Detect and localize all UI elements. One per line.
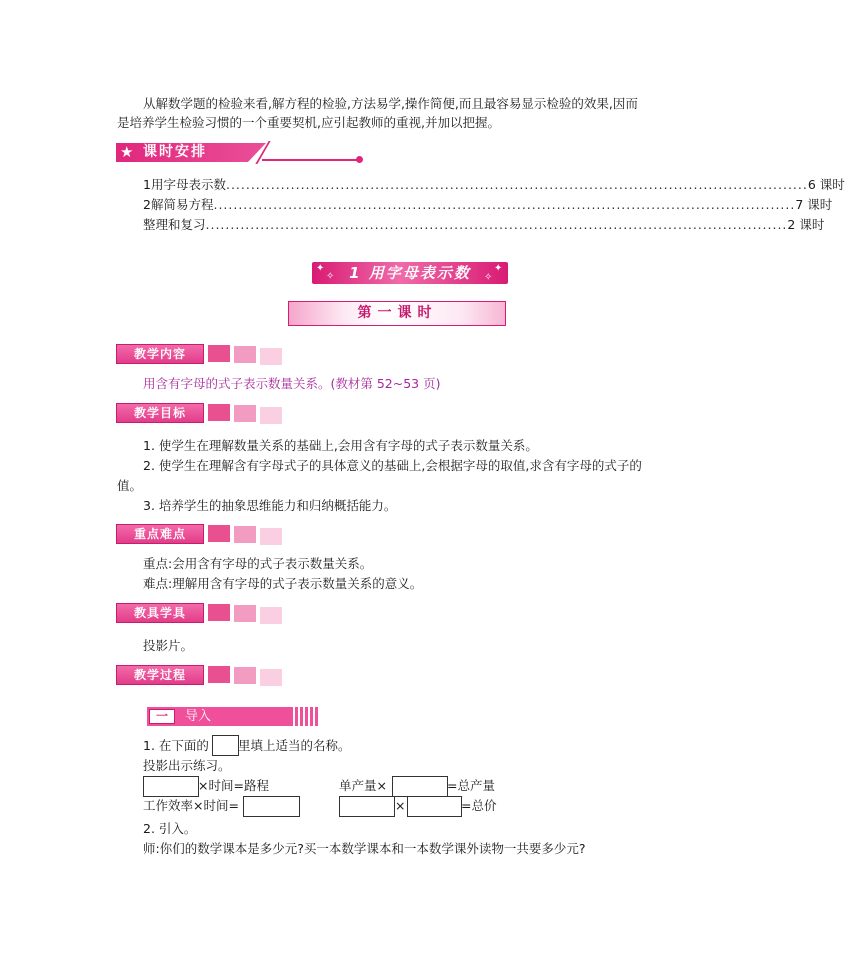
content-text: 用含有字母的式子表示数量关系。(教材第 52~53 页) [143,376,441,391]
schedule-heading: 课时安排 [143,144,207,160]
tag-square-decoration [234,346,256,363]
goal-item: 2. 使学生在理解含有字母式子的具体意义的基础上,会根据字母的取值,求含有字母的式子的 [143,458,642,473]
tag-square-decoration [260,407,282,424]
tag-square-decoration [208,345,230,362]
sparkle-icon: ✦ [494,263,503,274]
sparkle-icon: ✧ [484,272,493,283]
process-tag: 教学过程 [116,665,204,685]
tag-square-decoration [260,607,282,624]
schedule-row-number: 2 [143,197,151,212]
blank-box[interactable] [339,796,395,817]
section-title: 1 用字母表示数 [349,264,471,282]
tag-square-decoration [260,669,282,686]
key-point-focus: 重点:会用含有字母的式子表示数量关系。 [143,556,373,571]
part-heading-stripes [290,707,320,726]
schedule-row [143,216,825,234]
tag-square-decoration [234,605,256,622]
blank-box[interactable] [407,796,462,817]
key-points-tag: 重点难点 [116,524,204,544]
step2-text: 2. 引入。 [143,821,197,836]
schedule-leader-dots: ..................................................................................................................... [205,217,788,232]
key-point-difficulty: 难点:理解用含有字母的式子表示数量关系的意义。 [143,576,423,591]
projection-text: 投影出示练习。 [143,758,231,773]
intro-line-2: 是培养学生检验习惯的一个重要契机,应引起教师的重视,并加以把握。 [117,115,500,130]
equation-text: ×时间=路程 [198,778,269,793]
heading-rule [262,159,358,161]
schedule-row-hours: 6 课时 [807,177,845,192]
intro-line-1: 从解数学题的检验来看,解方程的检验,方法易学,操作简便,而且最容易显示检验的效果,因而 [143,96,638,111]
tag-square-decoration [208,404,230,421]
schedule-row-title: 解简易方程 [150,197,214,212]
star-icon: ★ [120,143,134,161]
tag-square-decoration [234,667,256,684]
goal-item: 3. 培养学生的抽象思维能力和归纳概括能力。 [143,498,397,513]
schedule-row-title: 用字母表示数 [150,177,226,192]
tag-square-decoration [234,405,256,422]
tag-square-decoration [234,526,256,543]
schedule-row-hours: 2 课时 [787,217,825,232]
equation-text: × [395,798,406,813]
schedule-leader-dots: ..................................................................................................................... [213,197,796,212]
teacher-question: 师:你们的数学课本是多少元?买一本数学课本和一本数学课外读物一共要多少元? [143,841,586,856]
tag-square-decoration [208,525,230,542]
schedule-leader-dots: ..................................................................................................................... [225,177,808,192]
heading-dot [356,156,363,163]
blank-box[interactable] [243,796,300,817]
schedule-row-hours: 7 课时 [795,197,833,212]
part-label: 导入 [185,709,212,724]
goal-item: 1. 使学生在理解数量关系的基础上,会用含有字母的式子表示数量关系。 [143,438,538,453]
sparkle-icon: ✦ [316,263,325,274]
equation-text: 单产量× [339,778,387,793]
tools-tag: 教具学具 [116,603,204,623]
tag-square-decoration [208,604,230,621]
step1-prefix: 1. 在下面的 [143,738,209,753]
step1-suffix: 里填上适当的名称。 [238,738,351,753]
equation-text: 工作效率×时间= [143,798,239,813]
part-number: 一 [155,709,168,723]
equation-text: =总产量 [447,778,495,793]
tag-square-decoration [260,348,282,365]
goal-item: 值。 [117,478,143,493]
lesson-title: 第一课时 [357,305,438,321]
blank-box[interactable] [392,776,448,797]
tag-square-decoration [260,528,282,545]
schedule-row-title: 整理和复习 [143,217,206,232]
schedule-row-number: 1 [143,177,151,192]
tools-text: 投影片。 [143,638,194,653]
blank-box[interactable] [143,776,199,797]
content-tag: 教学内容 [116,344,204,364]
goals-tag: 教学目标 [116,403,204,423]
sparkle-icon: ✧ [326,271,335,282]
schedule-row [143,196,833,214]
blank-box[interactable] [212,735,239,756]
tag-square-decoration [208,666,230,683]
equation-text: =总价 [461,798,497,813]
schedule-row [143,176,845,194]
